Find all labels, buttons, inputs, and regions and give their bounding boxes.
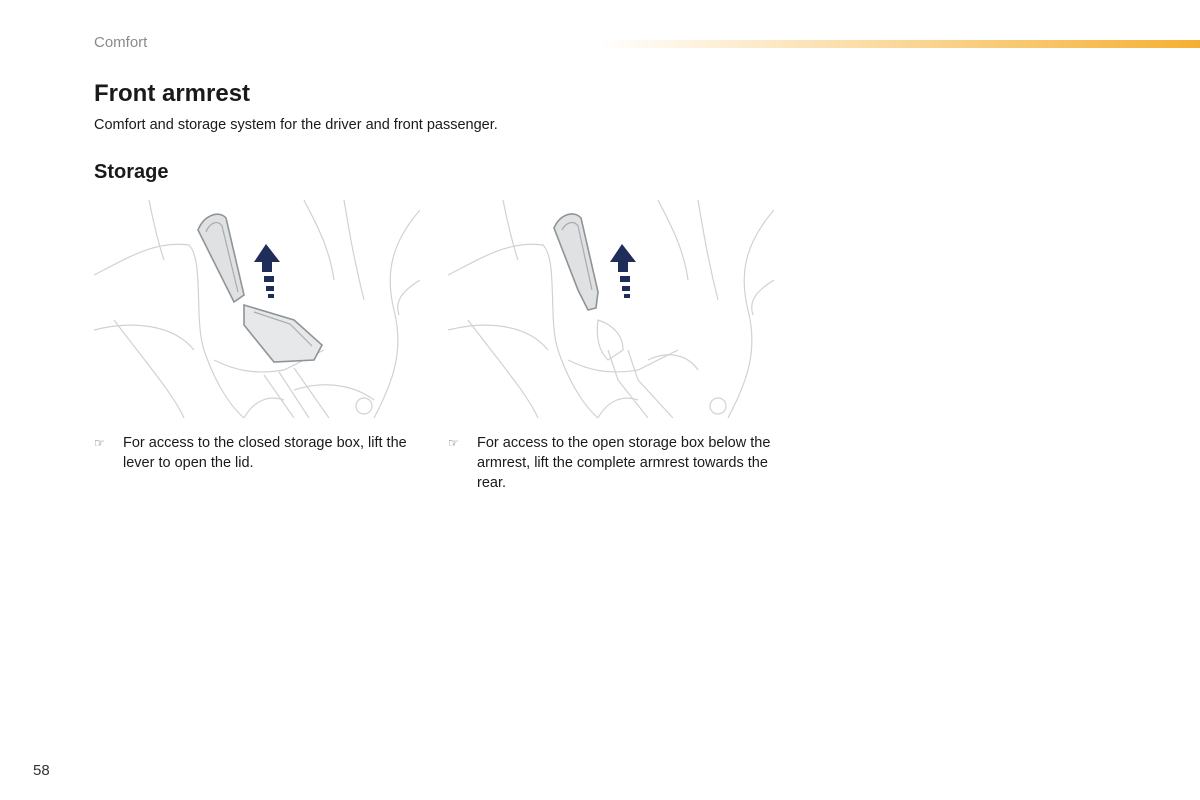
armrest-open-storage-illustration [448,200,774,418]
header-accent-bar [600,40,1200,48]
page-title: Front armrest [94,80,251,107]
armrest-closed-storage-illustration [94,200,420,418]
section-heading-storage: Storage [94,161,169,183]
lift-arrow-icon [254,244,280,298]
header-section-label: Comfort [94,34,148,51]
pointing-hand-icon: ☞ [448,436,459,450]
pointing-hand-icon: ☞ [94,436,105,450]
page-number: 58 [33,762,50,779]
intro-text: Comfort and storage system for the driver and front passenger. [94,117,498,133]
instruction-text: For access to the closed storage box, lift the lever to open the lid. [123,435,407,471]
lift-arrow-icon [610,244,636,298]
instruction-text: For access to the open storage box below the armrest, lift the complete armrest towards the rear. [477,435,771,491]
instruction-closed-storage [94,433,420,473]
instruction-open-storage [448,433,774,493]
